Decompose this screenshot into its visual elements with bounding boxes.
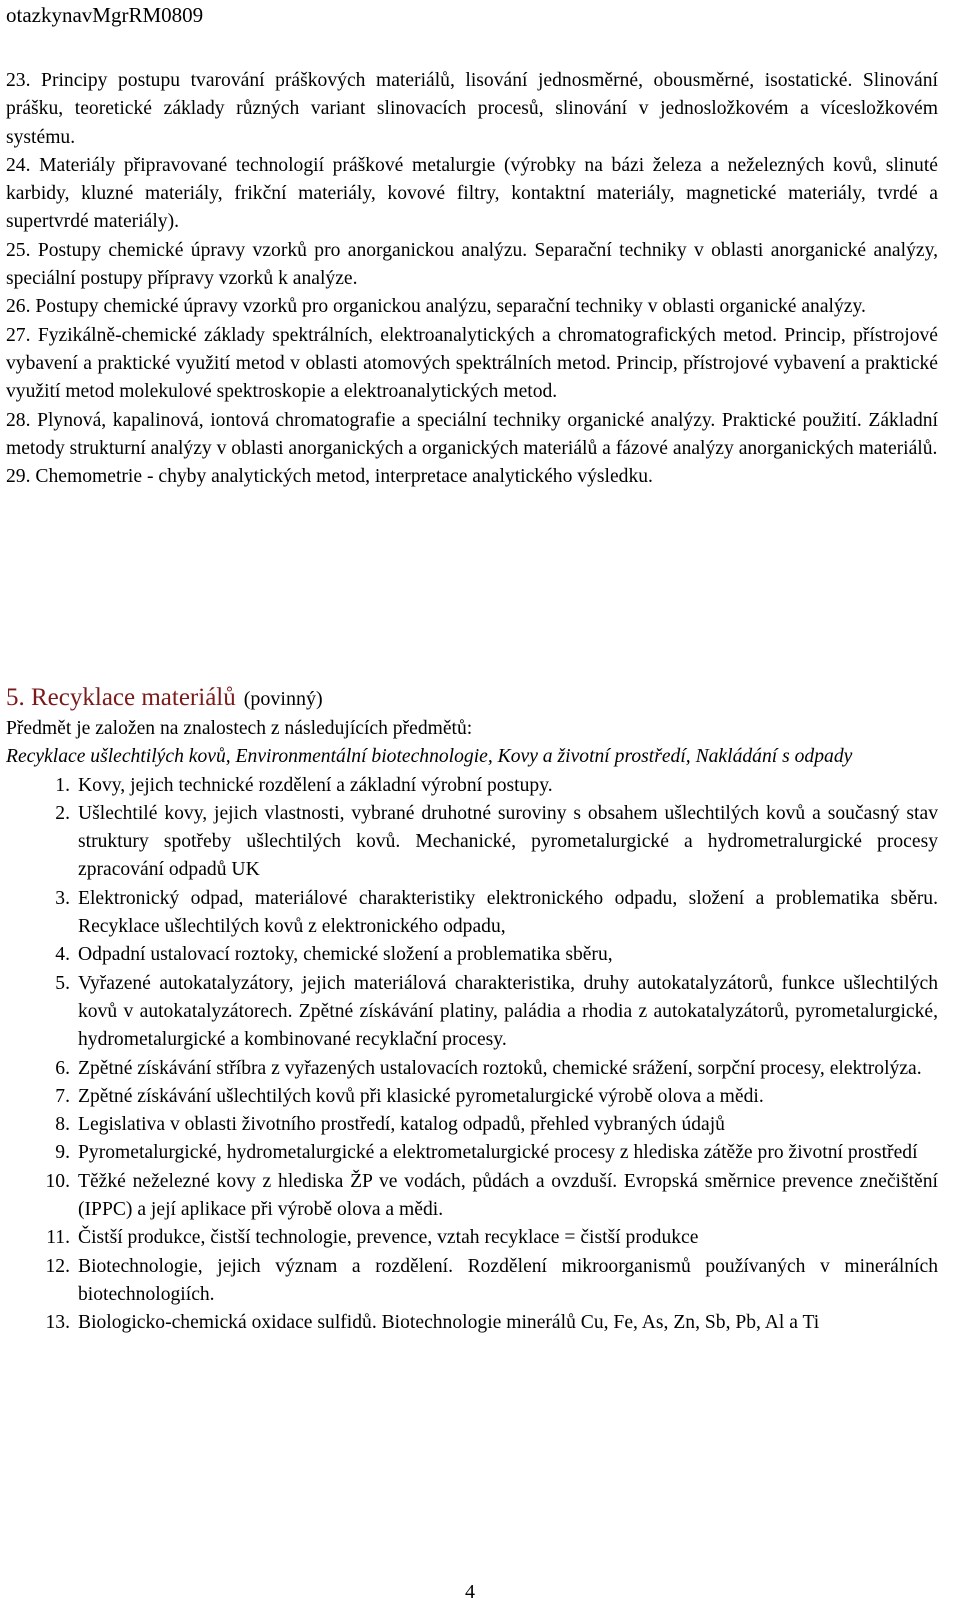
- question-item: [6, 293, 938, 321]
- topic-number: 9.: [55, 1142, 70, 1164]
- topic-number: 4.: [55, 944, 70, 966]
- topic-text: Kovy, jejich technické rozdělení a základní výrobní postupy.: [78, 774, 553, 796]
- topic-text: Zpětné získávání stříbra z vyřazených ustalovacích roztoků, chemické srážení, sorpční procesy, elektrolýza.: [78, 1057, 922, 1079]
- topic-text: Pyrometalurgické, hydrometalurgické a elektrometalurgické procesy z hlediska zátěže pro životní prostředí: [78, 1142, 918, 1164]
- topic-item: [6, 1168, 938, 1225]
- question-text: Postupy chemické úpravy vzorků pro anorganickou analýzu. Separační techniky v oblasti anorganické analýzy, speciální postupy přípravy vzorků k analýze.: [6, 239, 938, 290]
- question-item: [6, 67, 938, 152]
- question-item: [6, 407, 938, 464]
- page-number: 4: [465, 1581, 475, 1603]
- topic-text: Vyřazené autokatalyzátory, jejich materiálová charakteristika, druhy autokatalyzátorů, funkce ušlechtilých kovů v autokatalyzátorech. Zpětné získávání platiny, paládia a rhodia z autokatalyzátorů, pyrometalurgické, hydrometalurgické a kombinované recyklační procesy.: [78, 972, 938, 1051]
- topic-number: 13.: [45, 1312, 70, 1334]
- topic-text: Legislativa v oblasti životního prostředí, katalog odpadů, přehled vybraných údajů: [78, 1114, 725, 1136]
- topic-item: [6, 1083, 938, 1111]
- section-recyklace: [6, 683, 938, 1338]
- topic-number: 11.: [46, 1227, 70, 1249]
- topic-number: 8.: [55, 1114, 70, 1136]
- topic-item: [6, 1139, 938, 1167]
- topic-number: 6.: [55, 1057, 70, 1079]
- document-id-header: otazkynavMgrRM0809: [6, 3, 204, 27]
- question-number: 23.: [6, 70, 31, 91]
- question-text: Plynová, kapalinová, iontová chromatografie a speciální techniky organické analýzy. Praktické použití. Základní metody strukturní analýzy v oblasti anorganických a organických materiálů a fázové analýzy anorganických materiálů.: [6, 409, 938, 459]
- topic-number: 12.: [45, 1255, 70, 1277]
- question-text: Chemometrie - chyby analytických metod, interpretace analytického výsledku.: [35, 466, 653, 488]
- question-text: Postupy chemické úpravy vzorků pro organickou analýzu, separační techniky v oblasti organické analýzy.: [35, 296, 866, 318]
- topic-item: [6, 1309, 938, 1337]
- topic-item: [6, 800, 938, 885]
- topic-list: [6, 772, 938, 1338]
- section-tag: (povinný): [243, 688, 323, 710]
- topic-number: 3.: [55, 887, 70, 909]
- question-item: [6, 463, 938, 491]
- topic-text: Biotechnologie, jejich význam a rozdělení. Rozdělení mikroorganismů používaných v minerálních biotechnologiích.: [78, 1255, 938, 1305]
- topic-number: 5.: [55, 972, 70, 994]
- topic-item: [6, 970, 938, 1055]
- topic-text: Zpětné získávání ušlechtilých kovů při klasické pyrometalurgické výrobě olova a mědi.: [78, 1085, 764, 1107]
- question-list: [6, 67, 938, 491]
- question-number: 29.: [6, 466, 31, 488]
- topic-item: [6, 885, 938, 942]
- topic-text: Biologicko-chemická oxidace sulfidů. Biotechnologie minerálů Cu, Fe, As, Zn, Sb, Pb, Al a Ti: [78, 1312, 820, 1334]
- topic-text: Elektronický odpad, materiálové charakteristiky elektronického odpadu, složení a problematika sběru. Recyklace ušlechtilých kovů z elektronického odpadu,: [78, 887, 938, 938]
- question-number: 25.: [6, 239, 31, 261]
- topic-text: Odpadní ustalovací roztoky, chemické složení a problematika sběru,: [78, 944, 613, 966]
- topic-text: Čistší produkce, čistší technologie, prevence, vztah recyklace = čistší produkce: [78, 1227, 699, 1249]
- question-text: Fyzikálně-chemické základy spektrálních, elektroanalytických a chromatografických metod. Princip, přístrojové vybavení a praktické využití metod v oblasti atomových spektrálních metod. Princip, přístrojové vybavení a praktické využití metod molekulové spektroskopie a elektroanalytických metod.: [6, 324, 938, 403]
- section-heading: [6, 683, 938, 715]
- topic-number: 7.: [55, 1085, 70, 1107]
- topic-number: 10.: [45, 1170, 70, 1192]
- question-text: Principy postupu tvarování práškových materiálů, lisování jednosměrné, obousměrné, isostatické. Slinování prášku, teoretické základy různých variant slinovacích procesů, slinování v jednosložkovém a vícesložkovém systému.: [6, 70, 938, 148]
- topic-text: Ušlechtilé kovy, jejich vlastnosti, vybrané druhotné suroviny s obsahem ušlechtilých kovů a současný stav struktury spotřeby ušlechtilých kovů. Mechanické, pyrometalurgické a hydrometralurgické procesy zpracování odpadů UK: [78, 802, 938, 881]
- question-item: [6, 237, 938, 294]
- topic-number: 2.: [55, 802, 70, 824]
- section-courses: Recyklace ušlechtilých kovů, Environmentální biotechnologie, Kovy a životní prostředí, Nakládání s odpady: [6, 746, 853, 768]
- question-number: 27.: [6, 324, 31, 346]
- section-intro: Předmět je založen na znalostech z následujících předmětů:: [6, 718, 473, 739]
- topic-item: [6, 1055, 938, 1083]
- topic-item: [6, 1111, 938, 1139]
- topic-item: [6, 1224, 938, 1252]
- question-item: [6, 322, 938, 407]
- topic-text: Těžké neželezné kovy z hlediska ŽP ve vodách, půdách a ovzduší. Evropská směrnice prevence znečištění (IPPC) a její aplikace při výrobě olova a mědi.: [78, 1170, 938, 1221]
- topic-number: 1.: [55, 774, 70, 796]
- question-item: [6, 152, 938, 237]
- question-number: 28.: [6, 409, 31, 431]
- topic-item: [6, 772, 938, 800]
- topic-item: [6, 941, 938, 969]
- question-number: 26.: [6, 296, 31, 318]
- topic-item: [6, 1253, 938, 1310]
- question-text: Materiály připravované technologií práškové metalurgie (výrobky na bázi železa a neželezných kovů, slinuté karbidy, kluzné materiály, frikční materiály, kovové filtry, kontaktní materiály, magnetické materiály, tvrdé a supertvrdé materiály).: [6, 154, 938, 233]
- section-title: 5. Recyklace materiálů: [6, 684, 236, 711]
- question-number: 24.: [6, 154, 31, 176]
